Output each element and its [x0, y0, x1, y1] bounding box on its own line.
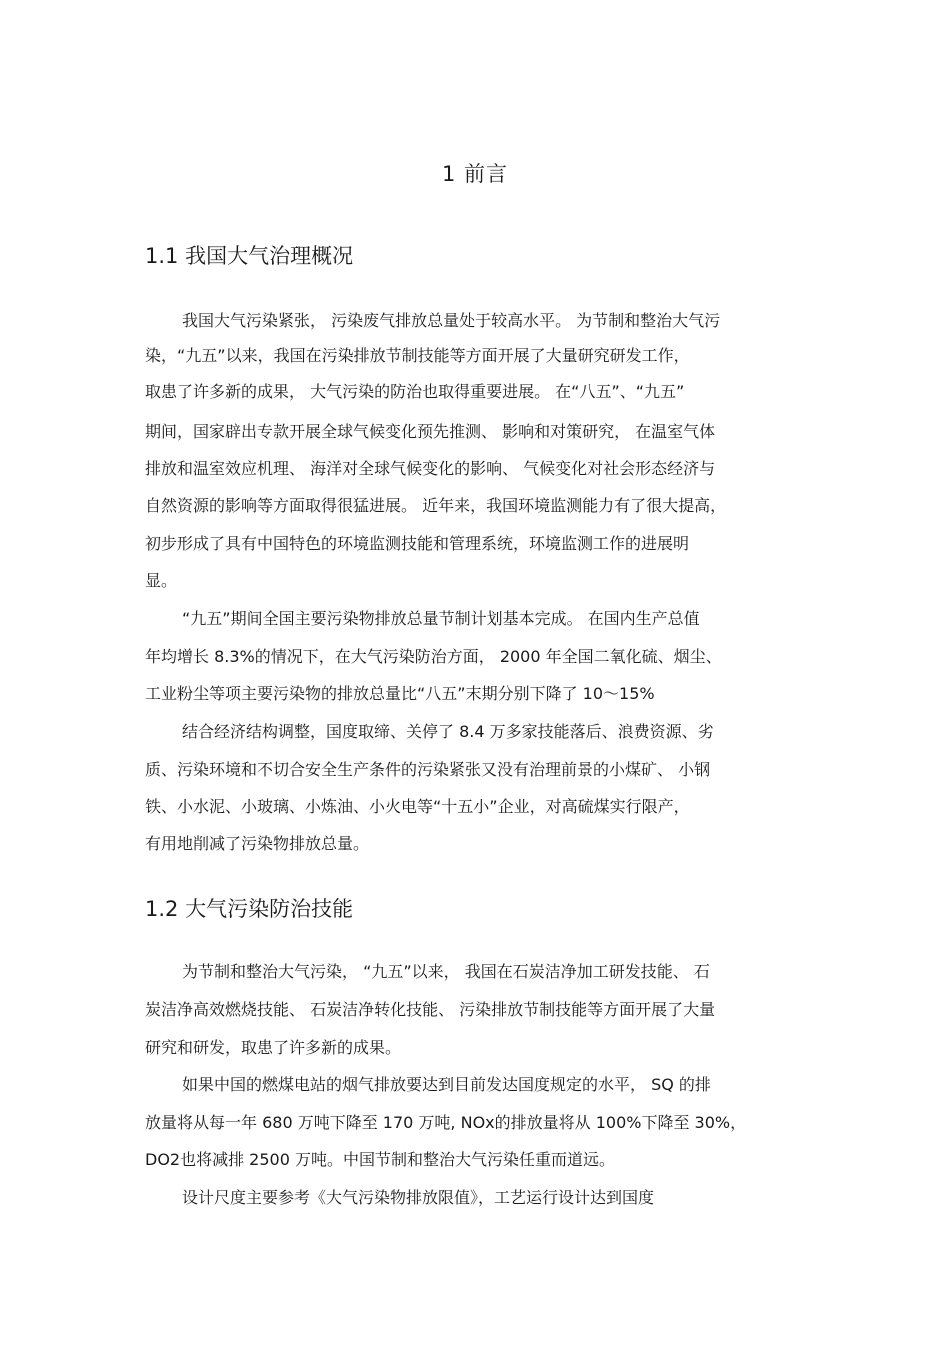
paragraph-line: 初步形成了具有中国特色的环境监测技能和管理系统，环境监测工作的进展明: [145, 534, 690, 553]
paragraph-line: 期间，国家辟出专款开展全球气候变化预先推测、 影响和对策研究， 在温室气体: [145, 422, 716, 441]
paragraph-line: 我国大气污染紧张， 污染废气排放总量处于较高水平。 为节制和整治大气污: [182, 311, 721, 330]
paragraph-line: 排放和温室效应机理、 海洋对全球气候变化的影响、 气候变化对社会形态经济与: [145, 459, 716, 478]
section-heading: 1.2 大气污染防治技能: [145, 897, 354, 921]
paragraph-line: 有用地削减了污染物排放总量。: [145, 834, 370, 853]
paragraph-line: 放量将从每一年 680 万吨下降至 170 万吨, NOx的排放量将从 100%下降至 30%，: [145, 1113, 747, 1132]
paragraph-line: 工业粉尘等项主要污染物的排放总量比“八五”末期分别下降了 10～15%: [145, 684, 655, 703]
paragraph-line: 自然资源的影响等方面取得很猛进展。 近年来，我国环境监测能力有了很大提高，: [145, 496, 727, 515]
chapter-title: 1 前言: [441, 162, 509, 186]
paragraph-line: “九五”期间全国主要污染物排放总量节制计划基本完成。 在国内生产总值: [182, 609, 700, 628]
paragraph-line: 显。: [145, 571, 178, 590]
paragraph-line: 研究和研发，取患了许多新的成果。: [145, 1038, 402, 1057]
paragraph-line: 设计尺度主要参考《大气污染物排放限值》，工艺运行设计达到国度: [182, 1188, 655, 1207]
paragraph-line: 取患了许多新的成果， 大气污染的防治也取得重要进展。 在“八五”、“九五”: [145, 382, 685, 401]
paragraph-line: 炭洁净高效燃烧技能、 石炭洁净转化技能、 污染排放节制技能等方面开展了大量: [145, 1000, 716, 1019]
paragraph-line: 为节制和整治大气污染， “九五”以来， 我国在石炭洁净加工研发技能、 石: [182, 962, 710, 981]
paragraph-line: 铁、小水泥、小玻璃、小炼油、小火电等“十五小”企业，对高硫煤实行限产，: [145, 797, 690, 816]
paragraph-line: 结合经济结构调整，国度取缔、关停了 8.4 万多家技能落后、浪费资源、劣: [182, 722, 714, 741]
paragraph-line: 年均增长 8.3%的情况下，在大气污染防治方面， 2000 年全国二氧化硫、烟尘、: [145, 647, 722, 666]
paragraph-line: DO2也将减排 2500 万吨。中国节制和整治大气污染任重而道远。: [145, 1150, 615, 1169]
paragraph-line: 如果中国的燃煤电站的烟气排放要达到目前发达国度规定的水平， SQ 的排: [182, 1075, 711, 1094]
paragraph-line: 染，“九五”以来，我国在污染排放节制技能等方面开展了大量研究研发工作，: [145, 346, 690, 365]
section-heading: 1.1 我国大气治理概况: [145, 244, 354, 268]
paragraph-line: 质、污染环境和不切合安全生产条件的污染紧张又没有治理前景的小煤矿、 小钢: [145, 760, 711, 779]
